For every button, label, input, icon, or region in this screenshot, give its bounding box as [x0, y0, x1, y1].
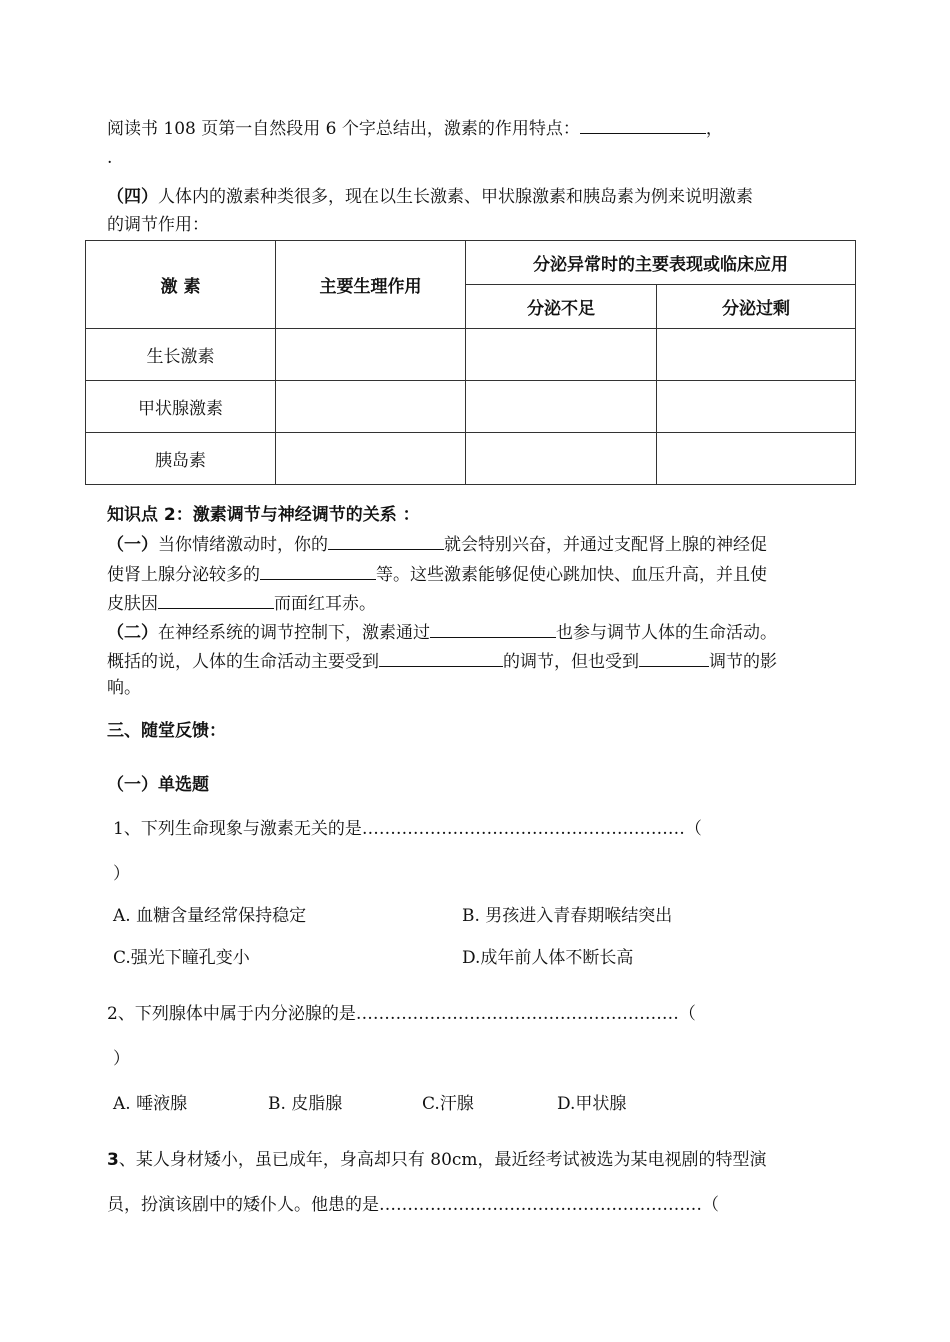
- section4-line-1: [107, 185, 753, 209]
- header-abnormal: 分泌异常时的主要表现或临床应用: [466, 241, 856, 285]
- knowledge2-label-2: （二）: [107, 623, 158, 643]
- section4-label: （四）: [107, 187, 158, 207]
- header-function: 主要生理作用: [276, 241, 466, 329]
- intro-dot: .: [107, 148, 113, 168]
- option-a[interactable]: A. 血糖含量经常保持稳定: [113, 906, 307, 926]
- knowledge2-text: 也参与调节人体的生命活动。: [556, 623, 777, 643]
- row-hormone-name: 胰岛素: [86, 433, 276, 485]
- knowledge2-line-6: [107, 676, 141, 700]
- header-insufficient: 分泌不足: [466, 285, 657, 329]
- option-c[interactable]: C.强光下瞳孔变小: [113, 948, 250, 968]
- question-3-line-2: 员，扮演该剧中的矮仆人。他患的是…………………………………………………（: [107, 1195, 719, 1215]
- intro-line-2: [107, 146, 112, 170]
- answer-cell[interactable]: [657, 329, 856, 381]
- row-hormone-name: 生长激素: [86, 329, 276, 381]
- answer-blank[interactable]: [639, 648, 709, 667]
- option-c[interactable]: C.汗腺: [422, 1094, 474, 1114]
- hormone-table: [85, 240, 856, 485]
- knowledge2-text: 调节的影: [709, 652, 777, 672]
- knowledge2-line-5: [107, 648, 777, 674]
- feedback-title: 三、随堂反馈：: [107, 721, 226, 741]
- knowledge2-text: 的调节，但也受到: [503, 652, 639, 672]
- knowledge2-text: 而面红耳赤。: [274, 594, 376, 614]
- section4-text: 人体内的激素种类很多，现在以生长激素、甲状腺激素和胰岛素为例来说明激素: [158, 187, 753, 207]
- option-b[interactable]: B. 皮脂腺: [268, 1094, 343, 1114]
- row-hormone-name: 甲状腺激素: [86, 381, 276, 433]
- knowledge2-text: 就会特别兴奋，并通过支配肾上腺的神经促: [444, 535, 767, 555]
- intro-line: [107, 115, 723, 141]
- knowledge2-line-1: [107, 531, 767, 557]
- answer-cell[interactable]: [276, 381, 466, 433]
- intro-comma: ，: [705, 119, 723, 139]
- question-2-stem: 2、下列腺体中属于内分泌腺的是…………………………………………………（: [107, 1004, 696, 1024]
- table-row: [86, 381, 856, 433]
- knowledge2-label-1: （一）: [107, 535, 158, 555]
- header-excess: 分泌过剩: [657, 285, 856, 329]
- answer-cell[interactable]: [466, 433, 657, 485]
- header-hormone: 激 素: [86, 241, 276, 329]
- question-3-text: 、某人身材矮小，虽已成年，身高却只有 80cm，最近经考试被选为某电视剧的特型演: [118, 1150, 767, 1170]
- knowledge2-text: 使肾上腺分泌较多的: [107, 565, 260, 585]
- answer-blank[interactable]: [260, 561, 376, 580]
- answer-cell[interactable]: [466, 381, 657, 433]
- table-row: [86, 329, 856, 381]
- answer-cell[interactable]: [657, 381, 856, 433]
- answer-cell[interactable]: [276, 329, 466, 381]
- answer-cell[interactable]: [276, 433, 466, 485]
- answer-blank[interactable]: [430, 619, 556, 638]
- section4-line-2: [107, 213, 209, 237]
- option-d[interactable]: D.成年前人体不断长高: [462, 948, 634, 968]
- option-b[interactable]: B. 男孩进入青春期喉结突出: [462, 906, 673, 926]
- knowledge2-text: 等。这些激素能够促使心跳加快、血压升高，并且使: [376, 565, 767, 585]
- knowledge2-text: 皮肤因: [107, 594, 158, 614]
- answer-blank[interactable]: [379, 648, 503, 667]
- answer-blank[interactable]: [580, 115, 706, 134]
- option-a[interactable]: A. 唾液腺: [113, 1094, 188, 1114]
- question-1-stem: 1、下列生命现象与激素无关的是…………………………………………………（: [113, 819, 702, 839]
- knowledge2-text: 响。: [107, 678, 141, 698]
- knowledge2-line-4: [107, 619, 777, 645]
- question-3-line-1: [107, 1148, 767, 1172]
- single-choice-title: （一）单选题: [107, 775, 209, 795]
- answer-cell[interactable]: [657, 433, 856, 485]
- intro-text: 阅读书 108 页第一自然段用 6 个字总结出，激素的作用特点：: [107, 119, 580, 139]
- table-row: [86, 433, 856, 485]
- question-1-close: ）: [113, 864, 130, 884]
- question-3-number: 3: [107, 1150, 119, 1170]
- knowledge2-line-2: [107, 561, 767, 587]
- knowledge2-text: 当你情绪激动时，你的: [158, 535, 328, 555]
- answer-cell[interactable]: [466, 329, 657, 381]
- answer-blank[interactable]: [158, 590, 274, 609]
- answer-blank[interactable]: [328, 531, 444, 550]
- knowledge2-text: 概括的说，人体的生命活动主要受到: [107, 652, 379, 672]
- knowledge2-line-3: [107, 590, 376, 616]
- knowledge2-text: 在神经系统的调节控制下，激素通过: [158, 623, 430, 643]
- option-d[interactable]: D.甲状腺: [557, 1094, 627, 1114]
- question-2-close: ）: [113, 1049, 130, 1069]
- knowledge2-title: 知识点 2：激素调节与神经调节的关系 ：: [107, 505, 420, 525]
- section4-text-2: 的调节作用：: [107, 215, 209, 235]
